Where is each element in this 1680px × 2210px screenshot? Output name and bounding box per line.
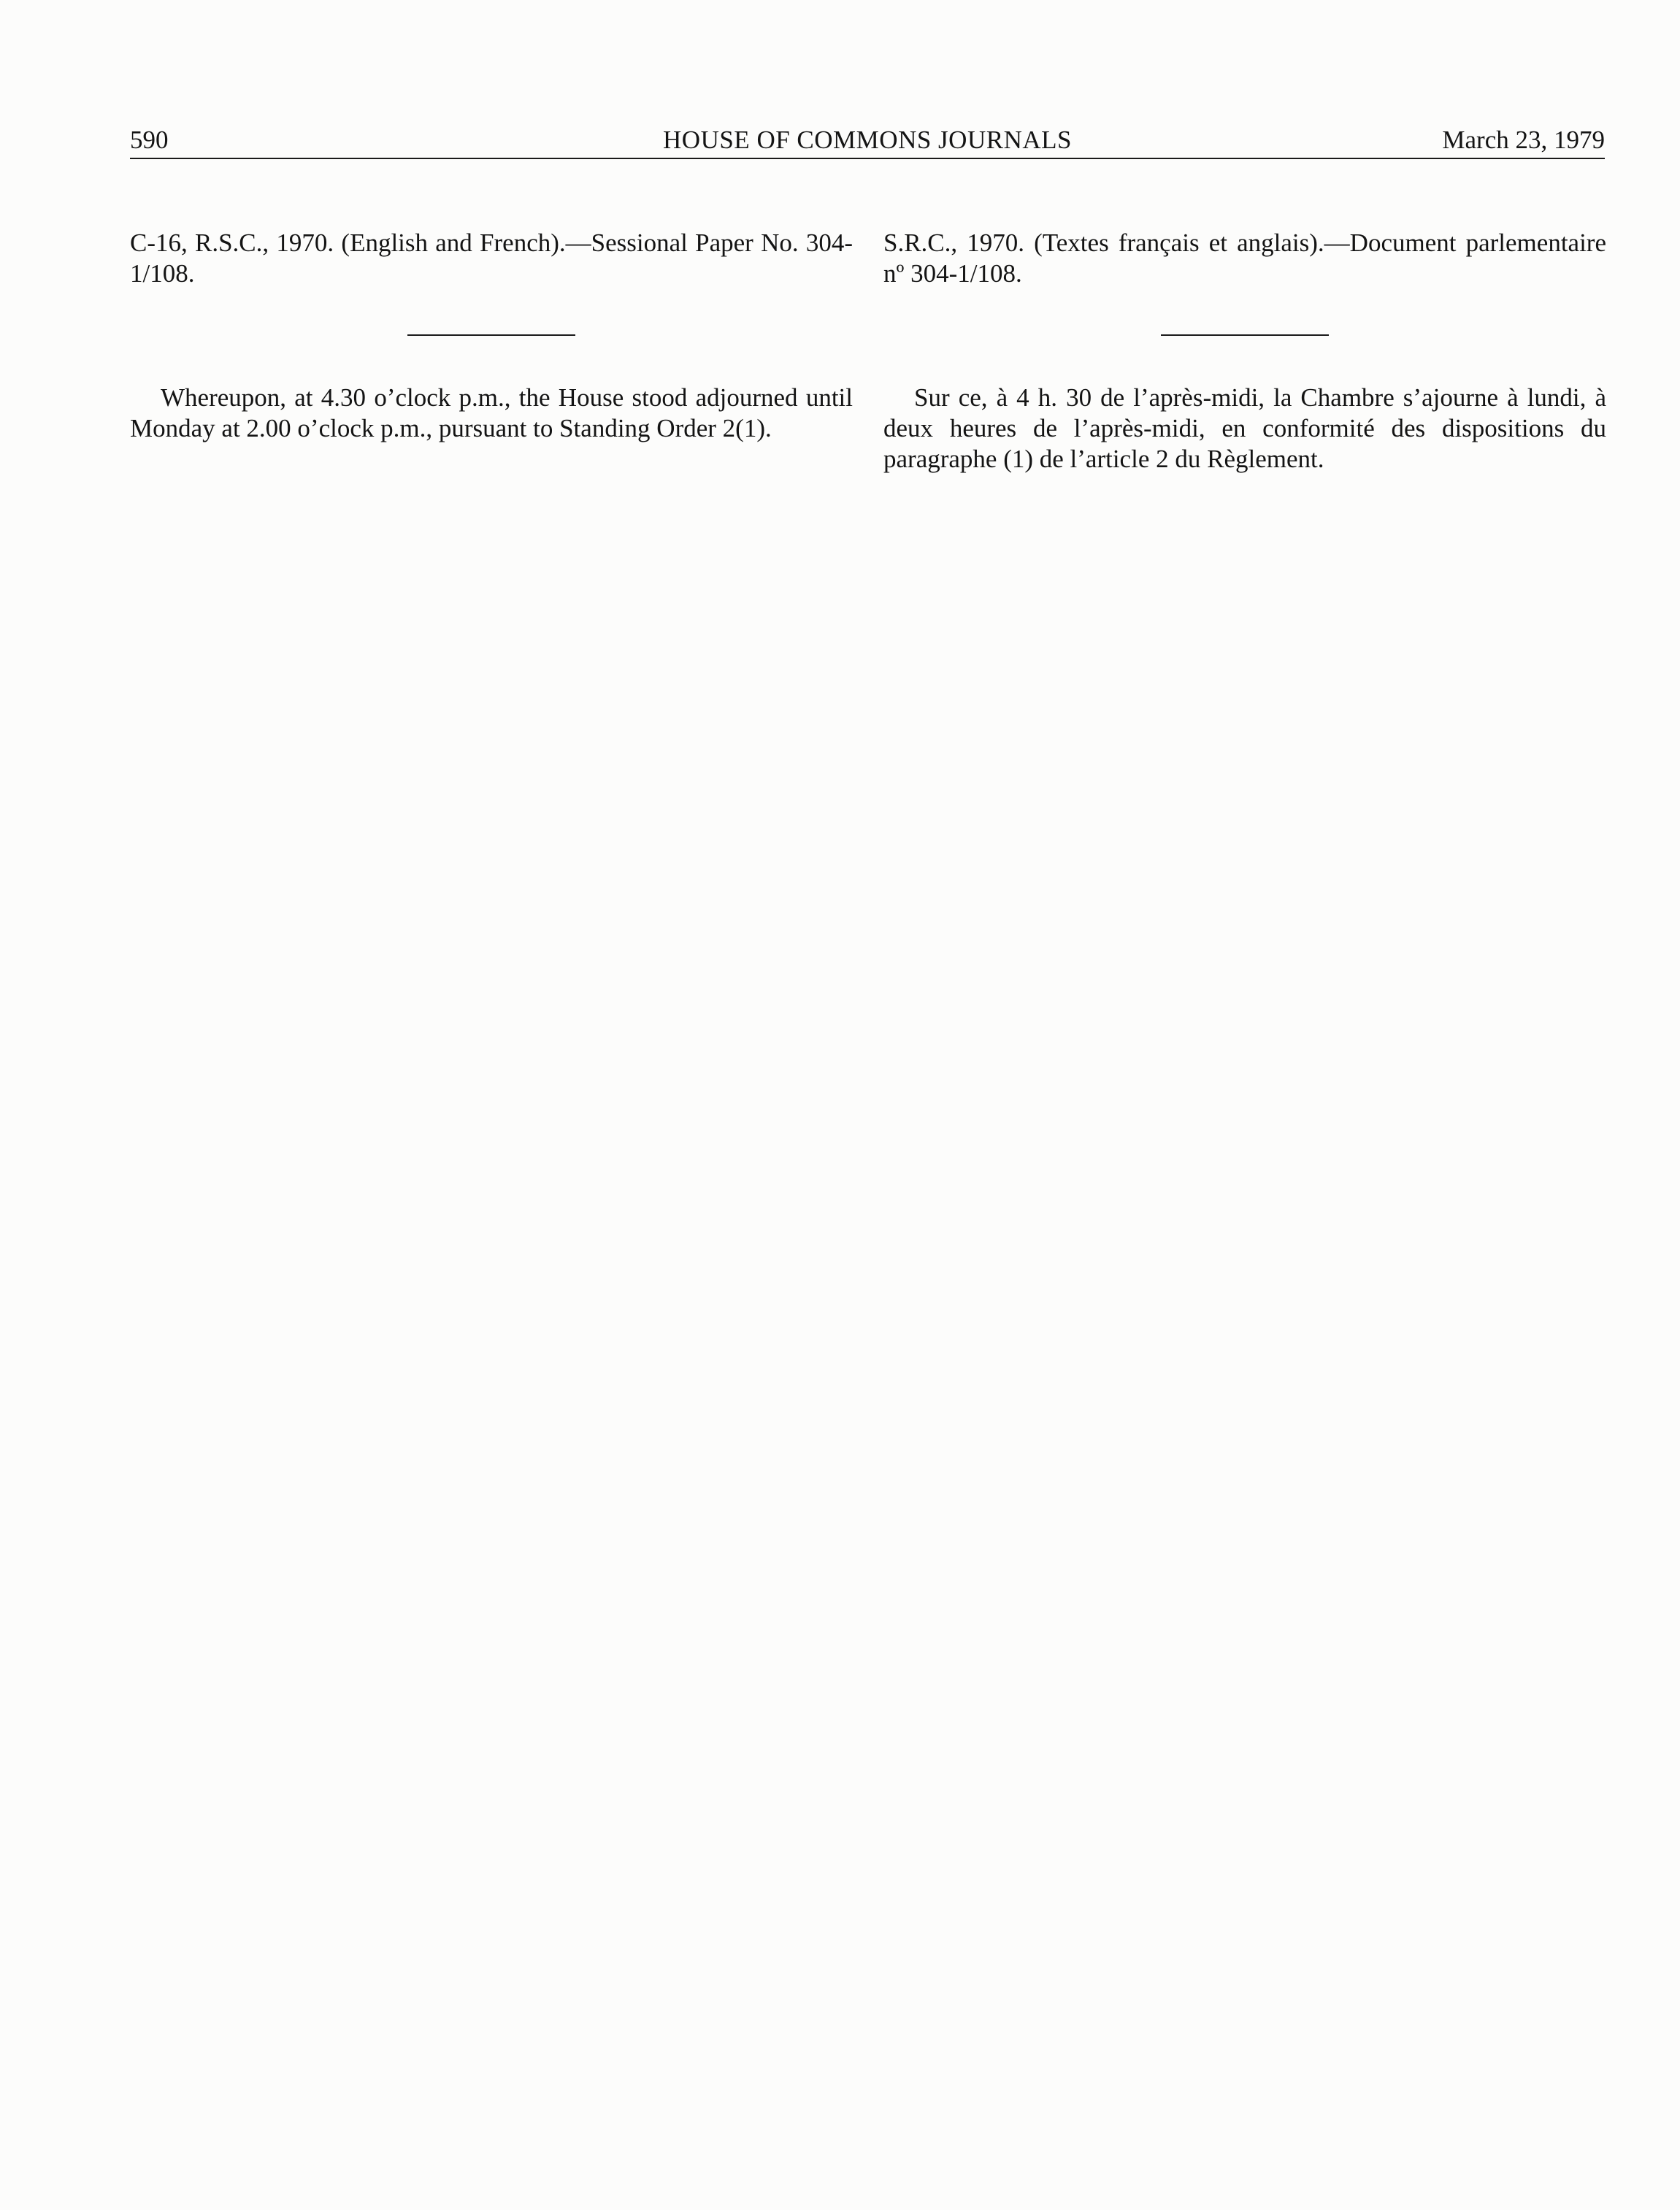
french-continuation-paragraph: S.R.C., 1970. (Textes français et anglais).—Document parlementaire nº 304-1/108.: [883, 229, 1606, 288]
journal-title: HOUSE OF COMMONS JOURNALS: [663, 126, 1072, 154]
header-rule: [130, 158, 1605, 159]
page-number: 590: [130, 126, 169, 154]
french-adjournment-paragraph: Sur ce, à 4 h. 30 de l’après-midi, la Chambre s’ajourne à lundi, à deux heures de l’après-midi, en conformité des dispositions du paragraphe (1) de l’article 2 du Règlement.: [883, 383, 1606, 473]
english-section-separator: [407, 334, 575, 336]
running-head: [130, 121, 1605, 159]
journal-date: March 23, 1979: [1442, 126, 1605, 154]
french-column: [883, 228, 1606, 475]
english-continuation-paragraph: C-16, R.S.C., 1970. (English and French).—Sessional Paper No. 304-1/108.: [130, 229, 853, 288]
english-adjournment-paragraph: Whereupon, at 4.30 o’clock p.m., the House stood adjourned until Monday at 2.00 o’clock p.m., pursuant to Standing Order 2(1).: [130, 383, 853, 442]
french-section-separator: [1161, 334, 1329, 336]
english-column: [130, 228, 853, 444]
